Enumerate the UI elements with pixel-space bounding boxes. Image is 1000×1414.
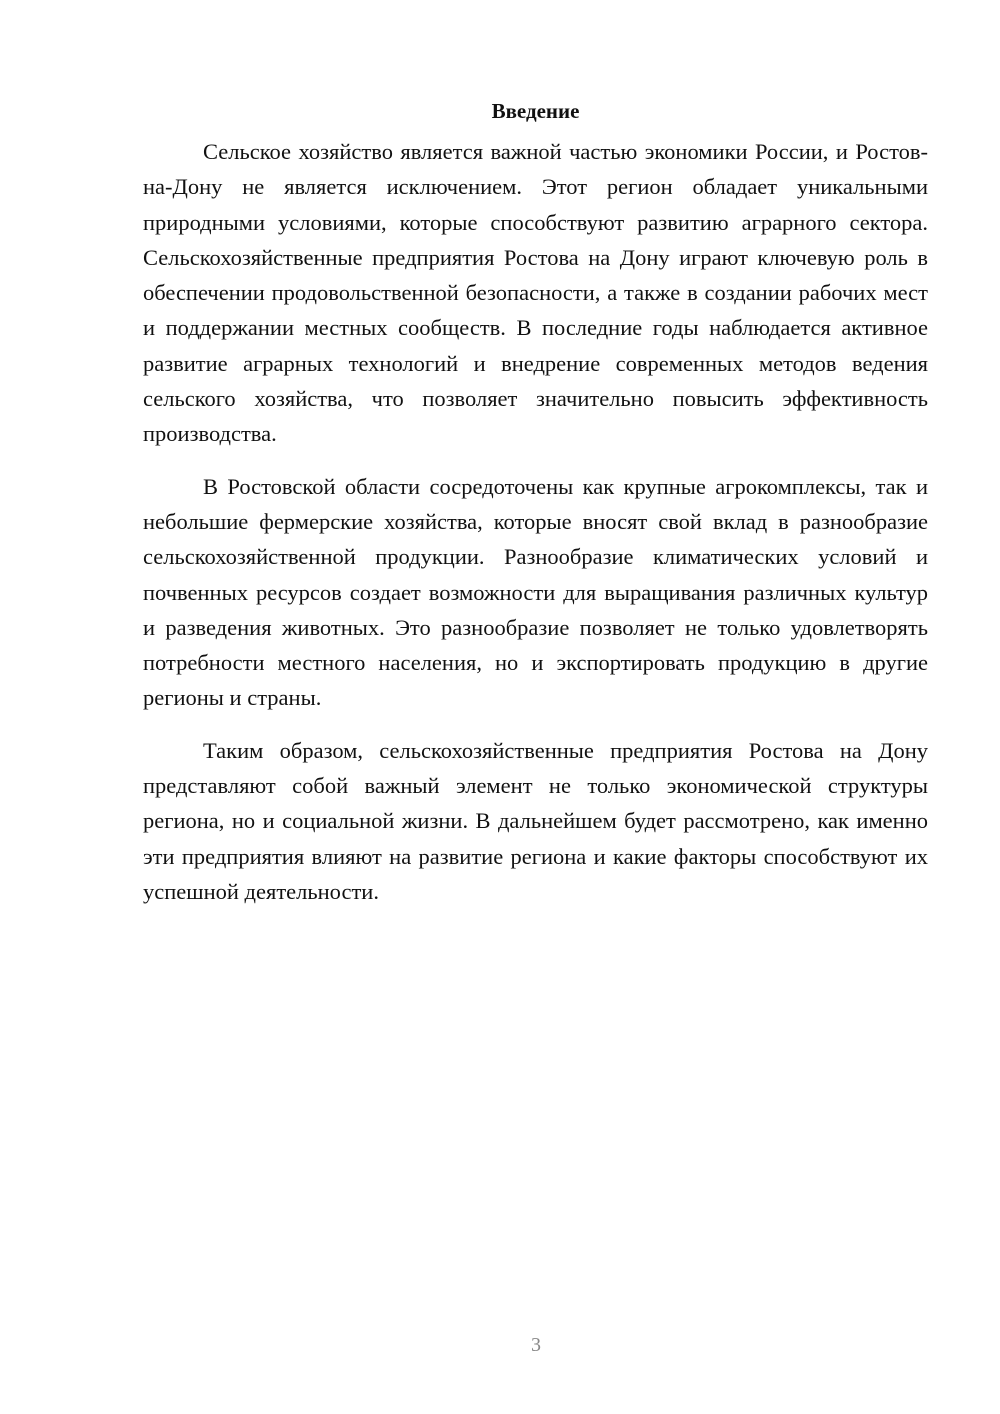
paragraph-1: Сельское хозяйство является важной частью экономики России, и Ростов-на-Дону не является исключением. Этот регион обладает уникальными природными условиями, которые способствуют развитию аграрного сектора. Сельскохозяйственные предприятия Ростова на Дону играют ключевую роль в обеспечении продовольственной безопасности, а также в создании рабочих мест и поддержании местных сообществ. В последние годы наблюдается активное развитие аграрных технологий и внедрение современных методов ведения сельского хозяйства, что позволяет значительно повысить эффективность производства. xyxy=(143,139,928,447)
page-content xyxy=(143,96,928,909)
paragraph-3: Таким образом, сельскохозяйственные предприятия Ростова на Дону представляют собой важный элемент не только экономической структуры региона, но и социальной жизни. В дальнейшем будет рассмотрено, как именно эти предприятия влияют на развитие региона и какие факторы способствуют их успешной деятельности. xyxy=(143,737,928,904)
section-title: Введение xyxy=(491,99,580,123)
paragraph-2: В Ростовской области сосредоточены как крупные агрокомплексы, так и небольшие фермерские хозяйства, которые вносят свой вклад в разнообразие сельскохозяйственной продукции. Разнообразие климатических условий и почвенных ресурсов создает возможности для выращивания различных культур и разведения животных. Это разнообразие позволяет не только удовлетворять потребности местного населения, но и экспортировать продукцию в другие регионы и страны. xyxy=(143,473,928,711)
page-number: 3 xyxy=(531,1334,541,1356)
